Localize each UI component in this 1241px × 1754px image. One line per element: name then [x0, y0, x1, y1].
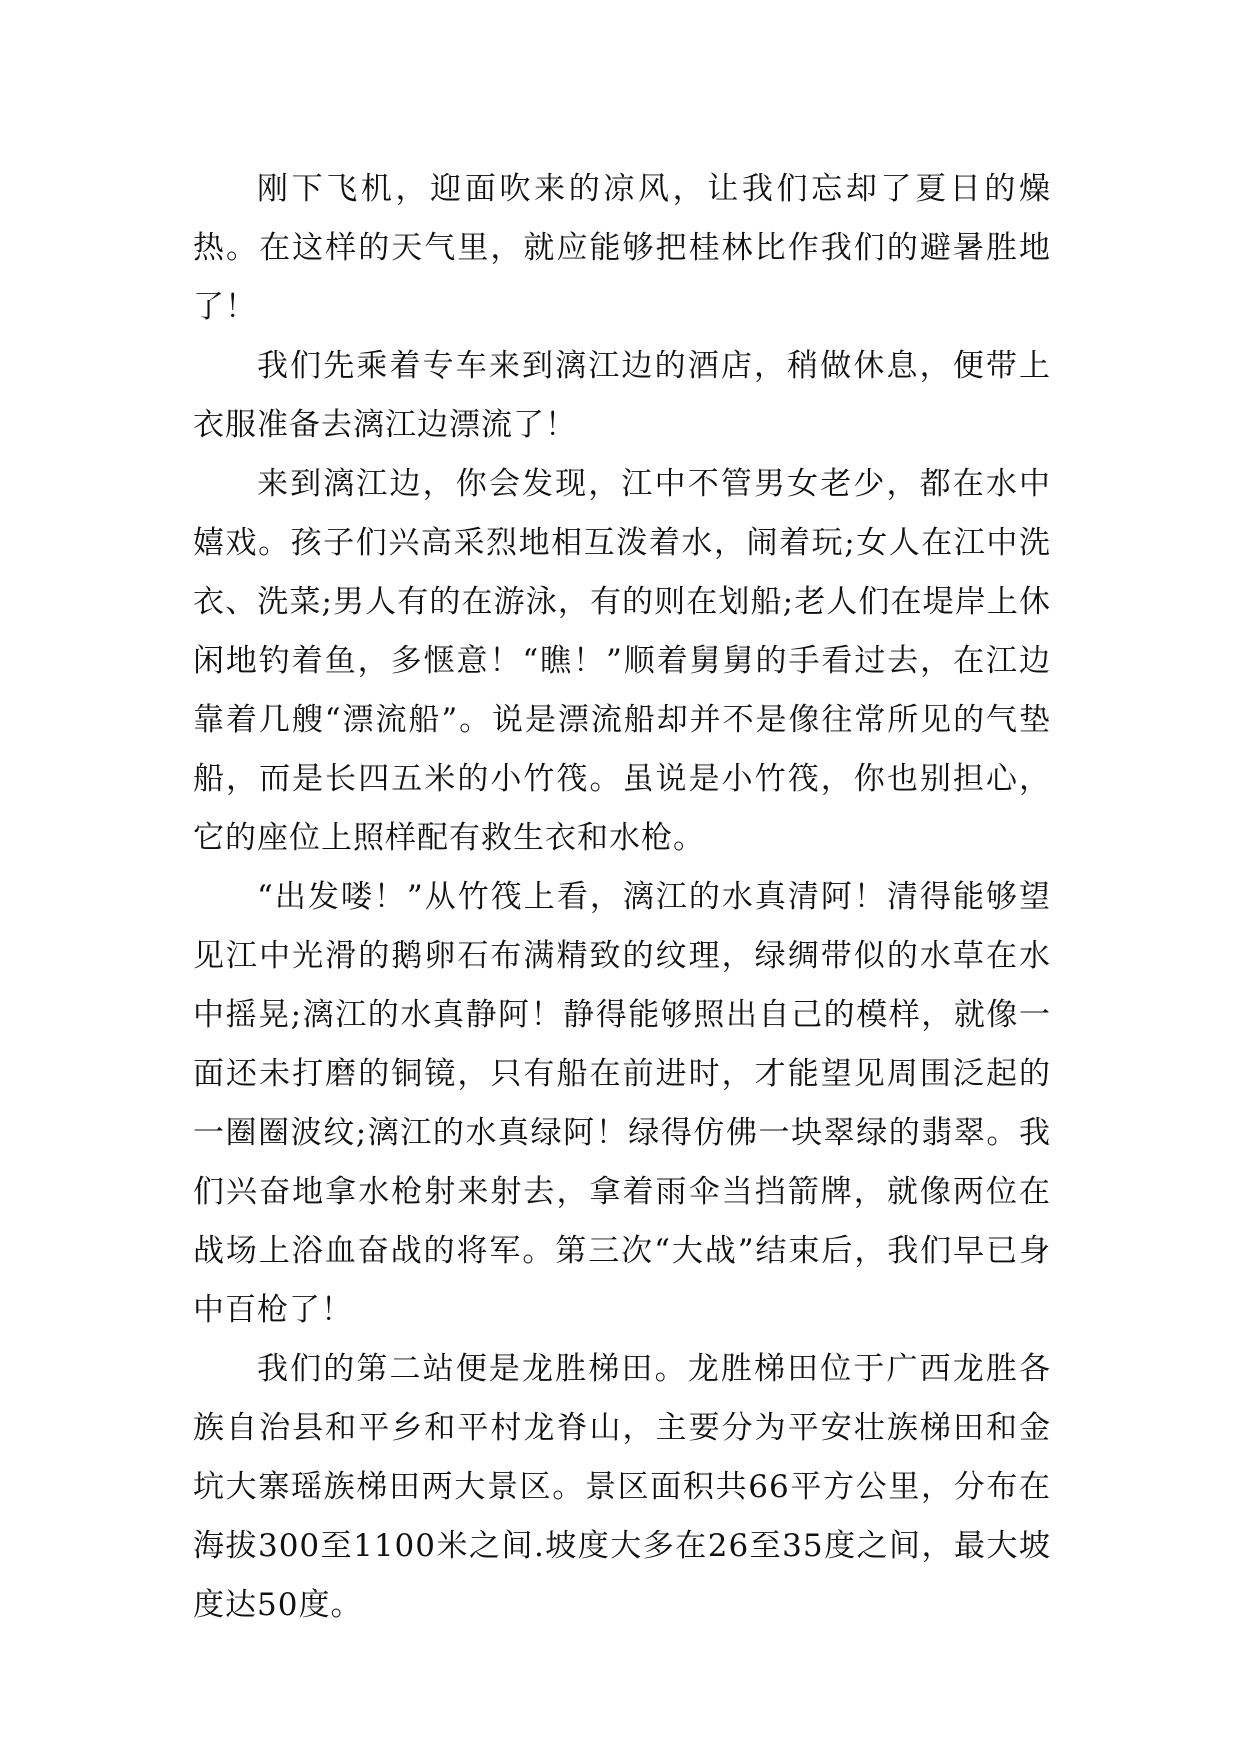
- document-body: [193, 160, 1051, 1635]
- paragraph-riverside: 来到漓江边，你会发现，江中不管男女老少，都在水中嬉戏。孩子们兴高采烈地相互泼着水，闹着玩;女人在江中洗衣、洗菜;男人有的在游泳，有的则在划船;老人们在堤岸上休闲地钓着鱼，多惬意！“瞧！”顺着舅舅的手看过去，在江边靠着几艘“漂流船”。说是漂流船却并不是像往常所见的气垫船，而是长四五米的小竹筏。虽说是小竹筏，你也别担心，它的座位上照样配有救生衣和水枪。: [193, 466, 1051, 856]
- paragraph-rafting: “出发喽！”从竹筏上看，漓江的水真清阿！清得能够望见江中光滑的鹅卵石布满精致的纹理，绿绸带似的水草在水中摇晃;漓江的水真静阿！静得能够照出自己的模样，就像一面还未打磨的铜镜，只有船在前进时，才能望见周围泛起的一圈圈波纹;漓江的水真绿阿！绿得仿佛一块翠绿的翡翠。我们兴奋地拿水枪射来射去，拿着雨伞当挡箭牌，就像两位在战场上浴血奋战的将军。第三次“大战”结束后，我们早已身中百枪了！: [193, 879, 1051, 1328]
- paragraph-rice-terraces: 我们的第二站便是龙胜梯田。龙胜梯田位于广西龙胜各族自治县和平乡和平村龙脊山，主要分为平安壮族梯田和金坑大寨瑶族梯田两大景区。景区面积共66平方公里，分布在海拔300至1100米之间.坡度大多在26至35度之间，最大坡度达50度。: [193, 1351, 1051, 1623]
- paragraph-arrival: 刚下飞机，迎面吹来的凉风，让我们忘却了夏日的燥热。在这样的天气里，就应能够把桂林比作我们的避暑胜地了！: [193, 171, 1051, 325]
- paragraph-hotel: 我们先乘着专车来到漓江边的酒店，稍做休息，便带上衣服准备去漓江边漂流了！: [193, 348, 1051, 443]
